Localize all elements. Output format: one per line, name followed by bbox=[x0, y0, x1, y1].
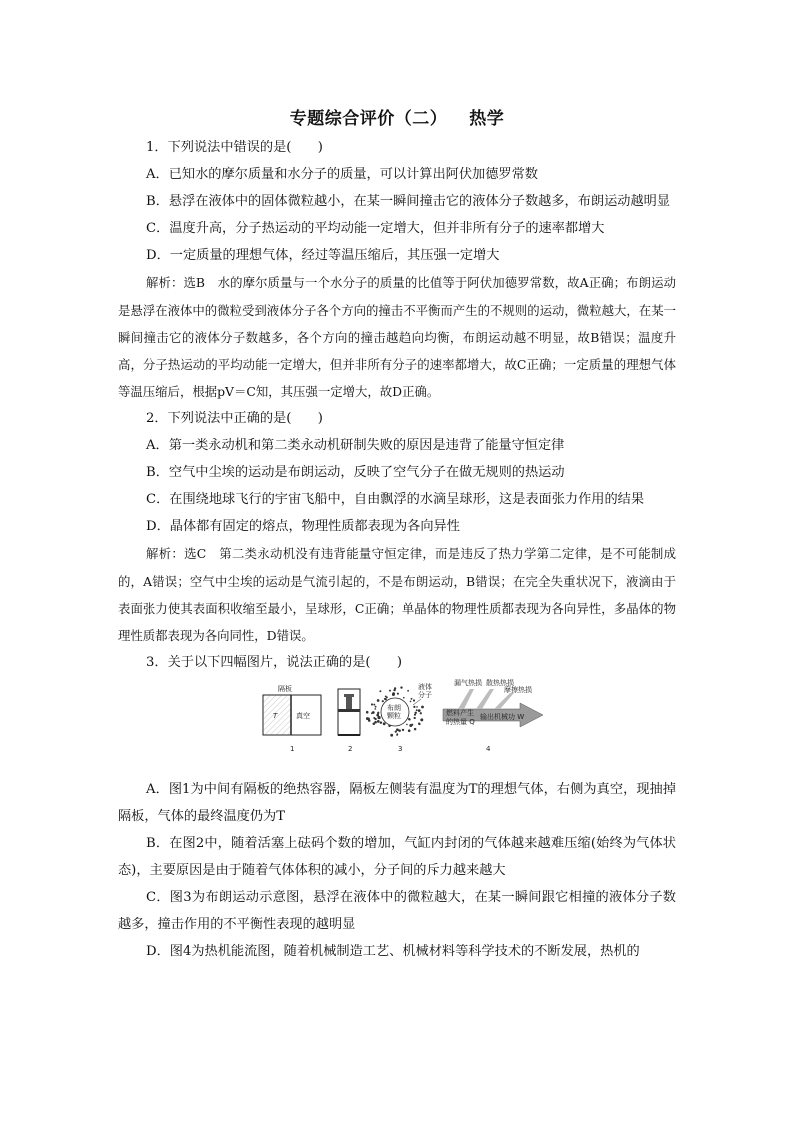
liquid-molecule bbox=[421, 705, 424, 708]
liquid-molecule bbox=[396, 728, 399, 731]
fig1-temperature-label: T bbox=[273, 711, 278, 720]
liquid-molecule bbox=[414, 728, 417, 731]
liquid-molecule bbox=[376, 714, 379, 717]
fig3-number: 3 bbox=[398, 744, 403, 753]
q2-option-b: B．空气中尘埃的运动是布朗运动，反映了空气分子在做无规则的热运动 bbox=[146, 465, 565, 481]
liquid-molecule bbox=[400, 686, 402, 688]
fig1-number: 1 bbox=[290, 744, 295, 753]
liquid-molecule bbox=[390, 734, 393, 737]
liquid-molecule bbox=[380, 721, 383, 724]
liquid-molecule bbox=[413, 706, 415, 708]
q1-stem: 1．下列说法中错误的是( ) bbox=[146, 140, 323, 155]
liquid-molecule bbox=[374, 718, 376, 720]
fig1-container bbox=[263, 684, 321, 753]
liquid-molecule bbox=[378, 716, 381, 719]
liquid-molecule bbox=[420, 712, 422, 714]
liquid-molecule bbox=[394, 687, 396, 689]
fig3-liquid-label: 液体 bbox=[418, 682, 432, 691]
fig3-molecule-label: 分子 bbox=[418, 690, 432, 699]
q1-option-d: D．一定质量的理想气体，经过等温压缩后，其压强一定增大 bbox=[146, 248, 500, 264]
liquid-molecule bbox=[366, 711, 369, 714]
q3-option-b: B．在图2中，随着活塞上砝码个数的增加，气缸内封闭的气体越来越难压缩(始终为气体状态)，主要原因是由于随着气体体积的减小，分子间的斥力越来越大 bbox=[118, 836, 676, 879]
fig2-number: 2 bbox=[348, 744, 353, 753]
liquid-molecule bbox=[384, 698, 386, 700]
fig1-vacuum-label: 真空 bbox=[296, 711, 310, 720]
fig2-cylinder bbox=[338, 689, 360, 753]
liquid-molecule bbox=[396, 734, 398, 736]
fig3-brownian bbox=[366, 682, 432, 753]
liquid-molecule bbox=[382, 700, 384, 702]
liquid-molecule bbox=[413, 699, 415, 701]
liquid-molecule bbox=[410, 700, 412, 702]
liquid-molecule bbox=[379, 690, 381, 692]
liquid-molecule bbox=[397, 693, 399, 695]
liquid-molecule bbox=[374, 708, 376, 710]
fig4-input-label: 燃料产生 bbox=[446, 708, 474, 717]
q3-option-c: C．图3为布朗运动示意图，悬浮在液体中的微粒越大，在某一瞬间跟它相撞的液体分子数越多，撞击作用的不平衡性表现的越明显 bbox=[118, 890, 676, 933]
liquid-molecule bbox=[419, 723, 421, 725]
liquid-molecule bbox=[407, 690, 409, 692]
q1-option-a: A．已知水的摩尔质量和水分子的质量，可以计算出阿伏加德罗常数 bbox=[146, 167, 538, 183]
fig4-leak-label: 漏气热损 bbox=[454, 678, 482, 687]
liquid-molecule bbox=[377, 699, 380, 702]
q3-option-a: A．图1为中间有隔板的绝热容器，隔板左侧装有温度为T的理想气体，右侧为真空，现抽掉隔板，气体的最终温度仍为T bbox=[118, 781, 676, 824]
liquid-molecule bbox=[411, 723, 413, 725]
liquid-molecule bbox=[403, 697, 405, 699]
fig3-particle-label: 布朗 bbox=[387, 703, 401, 712]
fig4-input-label-2: 的热量 Q bbox=[446, 717, 475, 726]
q3-figure-svg bbox=[258, 679, 548, 771]
liquid-molecule bbox=[406, 723, 408, 725]
q1-analysis: 解析：选B 水的摩尔质量与一个水分子的质量的比值等于阿伏加德罗常数，故A正确；布朗运动是悬浮在液体中的微粒受到液体分子各个方向的撞击不平衡而产生的不规则的运动，微粒越大，在某一瞬间撞击它的液体分子数越多，各个方向的撞击越趋向均衡，布朗运动越不明显，故B错误；温度升高，分子热运动的平均动能一定增大，但并非所有分子的速率都增大，故C正确；一定质量的理想气体等温压缩后，根据pV＝C知，其压强一定增大，故D正确。 bbox=[118, 275, 676, 399]
liquid-molecule bbox=[372, 711, 375, 714]
liquid-molecule bbox=[386, 696, 388, 698]
document-body bbox=[118, 134, 676, 966]
liquid-molecule bbox=[420, 718, 423, 721]
fig3-particle-label-2: 颗粒 bbox=[387, 711, 401, 720]
q1-option-b: B．悬浮在液体中的固体微粒越小，在某一瞬间撞击它的液体分子数越多，布朗运动越明显 bbox=[146, 194, 670, 210]
liquid-molecule bbox=[392, 692, 395, 695]
liquid-molecule bbox=[375, 706, 377, 708]
liquid-molecule bbox=[419, 710, 421, 712]
fig4-output-label: 输出机械功 W bbox=[480, 712, 525, 721]
page-title bbox=[0, 104, 794, 129]
q2-option-d: D．晶体都有固定的熔点，物理性质都表现为各向异性 bbox=[146, 519, 460, 535]
q3-figure bbox=[118, 679, 676, 771]
liquid-molecule bbox=[414, 711, 416, 713]
q3-stem: 3．关于以下四幅图片，说法正确的是( ) bbox=[146, 654, 403, 670]
liquid-molecule bbox=[395, 730, 397, 732]
liquid-molecule bbox=[383, 722, 386, 725]
liquid-molecule bbox=[377, 712, 379, 714]
liquid-molecule bbox=[374, 721, 377, 724]
fig4-heat-label: 散热热损 bbox=[486, 678, 514, 687]
title-sub: 热学 bbox=[469, 109, 505, 129]
liquid-molecule bbox=[373, 704, 375, 706]
liquid-molecule bbox=[368, 719, 371, 722]
q3-option-d: D．图4为热机能流图，随着机械制造工艺、机械材料等科学技术的不断发展，热机的 bbox=[146, 944, 640, 960]
q2-option-a: A．第一类永动机和第二类永动机研制失败的原因是违背了能量守恒定律 bbox=[146, 438, 565, 454]
liquid-molecule bbox=[402, 729, 404, 731]
liquid-molecule bbox=[388, 725, 390, 727]
fig1-partition-label: 隔板 bbox=[278, 684, 292, 693]
q2-option-c: C．在围绕地球飞行的宇宙飞船中，自由飘浮的水滴呈球形，这是表面张力作用的结果 bbox=[146, 492, 645, 508]
liquid-molecule bbox=[377, 720, 380, 723]
fig4-friction-label: 摩擦热损 bbox=[504, 685, 532, 694]
liquid-molecule bbox=[414, 717, 416, 719]
liquid-molecule bbox=[408, 729, 411, 732]
q1-option-c: C．温度升高，分子热运动的平均动能一定增大，但并非所有分子的速率都增大 bbox=[146, 221, 605, 237]
q2-stem: 2．下列说法中正确的是( ) bbox=[146, 410, 323, 426]
fig4-energy-flow bbox=[443, 679, 543, 753]
title-main: 专题综合评价（二） bbox=[289, 109, 448, 129]
liquid-molecule bbox=[371, 703, 373, 705]
liquid-molecule bbox=[409, 719, 411, 721]
liquid-molecule bbox=[389, 689, 391, 691]
liquid-molecule bbox=[416, 709, 418, 711]
liquid-molecule bbox=[411, 698, 413, 700]
liquid-molecule bbox=[416, 706, 418, 708]
q2-analysis: 解析：选C 第二类永动机没有违背能量守恒定律，而是违反了热力学第二定律，是不可能制成的，A错误；空气中尘埃的运动是气流引起的，不是布朗运动，B错误；在完全失重状况下，液滴由于表面张力使其表面积收缩至最小，呈球形，C正确；单晶体的物理性质都表现为各向异性，多晶体的物理性质都表现为各向同性，D错误。 bbox=[118, 546, 676, 643]
fig4-number: 4 bbox=[486, 744, 491, 753]
